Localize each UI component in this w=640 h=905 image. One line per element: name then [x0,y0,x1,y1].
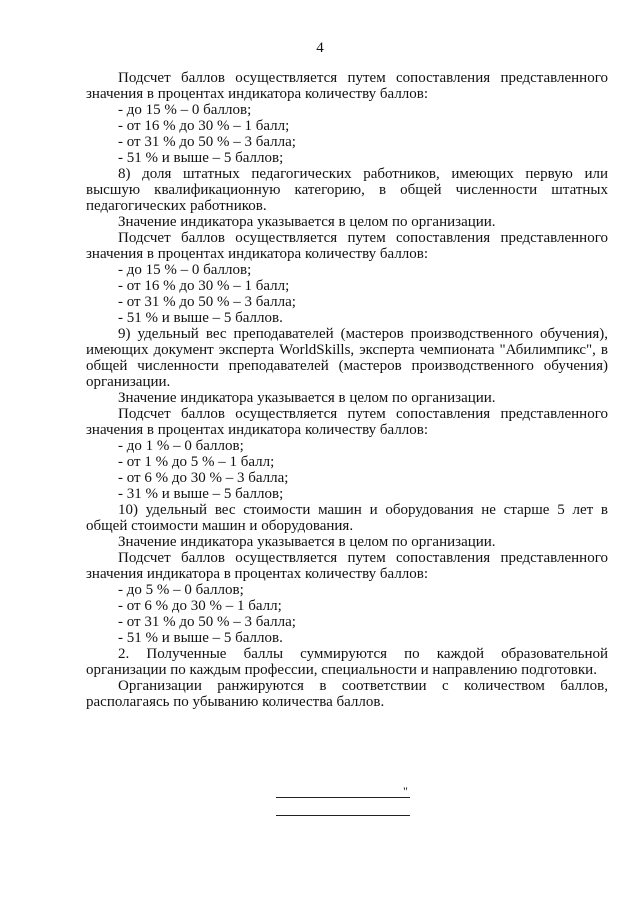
scoring-rule-paragraph: Подсчет баллов осуществляется путем сопоставления представленного значения в процентах индикатора количеству баллов: [86,70,608,102]
indicator-10-paragraph: 10) удельный вес стоимости машин и оборудования не старше 5 лет в общей стоимости машин и оборудования. [86,502,608,534]
indicator-8-paragraph: 8) доля штатных педагогических работников, имеющих первую или высшую квалификационную категорию, в общей численности штатных педагогических работников. [86,166,608,214]
scale-item: - от 16 % до 30 % – 1 балл; [118,278,290,294]
summation-paragraph: 2. Полученные баллы суммируются по каждой образовательной организации по каждым профессии, специальности и направлению подготовки. [86,646,608,678]
scale-item: - от 31 % до 50 % – 3 балла; [118,134,296,150]
scale-item: - до 15 % – 0 баллов; [118,262,252,278]
indicator-scope-paragraph: Значение индикатора указывается в целом по организации. [118,390,496,406]
scoring-rule-paragraph: Подсчет баллов осуществляется путем сопоставления представленного значения в процентах индикатора количеству баллов: [86,230,608,262]
scale-item: - от 31 % до 50 % – 3 балла; [118,614,296,630]
closing-quote: " [403,784,408,798]
ranking-paragraph: Организации ранжируются в соответствии с количеством баллов, располагаясь по убыванию количества баллов. [86,678,608,710]
scale-item: - 51 % и выше – 5 баллов. [118,630,283,646]
indicator-scope-paragraph: Значение индикатора указывается в целом по организации. [118,534,496,550]
scale-item: - 51 % и выше – 5 баллов; [118,150,284,166]
document-body [86,70,608,710]
scale-item: - от 1 % до 5 % – 1 балл; [118,454,275,470]
scale-item: - от 31 % до 50 % – 3 балла; [118,294,296,310]
scale-item: - от 6 % до 30 % – 1 балл; [118,598,282,614]
scale-item: - 51 % и выше – 5 баллов. [118,310,283,326]
indicator-scope-paragraph: Значение индикатора указывается в целом по организации. [118,214,496,230]
scale-item: - 31 % и выше – 5 баллов; [118,486,284,502]
indicator-9-paragraph: 9) удельный вес преподавателей (мастеров производственного обучения), имеющих документ эксперта WorldSkills, эксперта чемпионата "Абилимпикс", в общей численности преподавателей (мастеров производственного обучения) организации. [86,326,608,390]
scale-item: - от 16 % до 30 % – 1 балл; [118,118,290,134]
page-number: 4 [316,40,324,56]
closing-line-bottom [276,815,410,816]
scale-item: - от 6 % до 30 % – 3 балла; [118,470,289,486]
scale-item: - до 15 % – 0 баллов; [118,102,252,118]
scoring-rule-paragraph: Подсчет баллов осуществляется путем сопоставления представленного значения индикатора в процентах количеству баллов: [86,550,608,582]
scale-item: - до 5 % – 0 баллов; [118,582,244,598]
closing-line-top [276,797,410,798]
scale-item: - до 1 % – 0 баллов; [118,438,244,454]
scoring-rule-paragraph: Подсчет баллов осуществляется путем сопоставления представленного значения в процентах индикатора количеству баллов: [86,406,608,438]
